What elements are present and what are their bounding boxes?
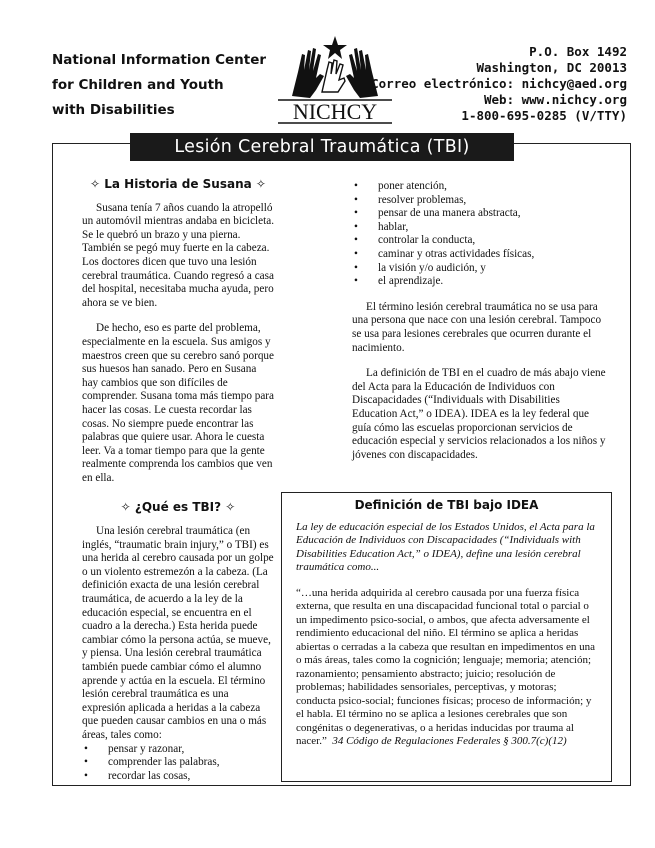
right-column — [352, 180, 607, 474]
organization-name — [52, 48, 266, 123]
logo-wordmark: NICHCY — [292, 99, 378, 124]
list-item: • controlar la conducta, — [352, 234, 607, 248]
left-column — [82, 178, 274, 783]
list-item: • el aprendizaje. — [352, 275, 607, 289]
list-item: • pensar y razonar, — [82, 743, 274, 757]
list-item: • poner atención, — [352, 180, 607, 194]
story-paragraph-2: De hecho, eso es parte del problema, especialmente en la escuela. Sus amigos y maestros creen que su cerebro sanó porque sus huesos han sanado. Pero en Susana hay cambios que son difíciles de comprender. Susana toma más tiempo para hacer las cosas. Le cuesta recordar las cosas. No siempre puede encontrar las palabras que quiere usar. Ahora le cuesta leer. Va a tomar tiempo para que la gente realmente comprenda los cambios que ven en ella. — [82, 322, 274, 484]
contact-phone: 1-800-695-0285 (V/TTY) — [461, 108, 627, 123]
org-line-1: National Information Center — [52, 52, 267, 68]
definition-box — [281, 492, 612, 782]
story-heading: ✧ La Historia de Susana ✧ — [90, 177, 266, 191]
definition-citation: 34 Código de Regulaciones Federales § 300.7(c)(12) — [332, 735, 567, 747]
what-paragraph-3: La definición de TBI en el cuadro de más abajo viene del Acta para la Educación de Individuos con Discapacidades (“Individuals with Disabilities Education Act,” o IDEA). IDEA es la ley federal que guía cómo las escuelas proporcionan servicios de educación especial y servicios relacionados a los niños y jóvenes con discapacidades. — [352, 367, 606, 461]
list-item: • resolver problemas, — [352, 194, 607, 208]
list-item: • recordar las cosas, — [82, 770, 274, 784]
list-item: • la visión y/o audición, y — [352, 262, 607, 276]
contact-web: Web: www.nichcy.org — [484, 92, 627, 107]
what-heading: ✧ ¿Qué es TBI? ✧ — [120, 500, 236, 515]
contact-email: Correo electrónico: nichcy@aed.org — [371, 76, 627, 91]
list-item: • pensar de una manera abstracta, — [352, 207, 607, 221]
org-line-3: with Disabilities — [52, 102, 175, 118]
page-title: Lesión Cerebral Traumática (TBI) — [130, 133, 514, 161]
contact-city: Washington, DC 20013 — [476, 60, 627, 75]
story-paragraph-1: Susana tenía 7 años cuando la atropelló un automóvil mientras andaba en bicicleta. Se le quebró un brazo y una pierna. También se pegó muy fuerte en la cabeza. Los doctores dicen que tuvo una lesión cerebral traumática. Cuando regresó a casa del hospital, necesitaba mucha ayuda, pero ahora se ve bien. — [82, 201, 274, 309]
list-item: • hablar, — [352, 221, 607, 235]
list-item: • comprender las palabras, — [82, 756, 274, 770]
contact-po-box: P.O. Box 1492 — [529, 44, 627, 59]
org-line-2: for Children and Youth — [52, 77, 224, 93]
what-paragraph-1: Una lesión cerebral traumática (en inglés, “traumatic brain injury,” o TBI) es una herida al cerebro causada por un golpe o un violento estremezón a la cabeza. (La definición exacta de una lesión cerebral traumática, de acuerdo a la ley de la educación especial, se encuentra en el cuadro a la derecha.) Esta herida puede cambiar cómo la persona actúa, se mueve, y piensa. Una lesión cerebral traumática también puede cambiar cómo el alumno aprende y actúa en la escuela. El término lesión cerebral traumática es una expresión aplicada a heridas a la cabeza que pueden causar cambios en una o más áreas, tales como: — [82, 525, 274, 741]
list-item: • caminar y otras actividades físicas, — [352, 248, 607, 262]
definition-quote-text: “…una herida adquirida al cerebro causada por una fuerza física externa, que resulta en una discapacidad funcional total o parcial o un impedimento psico-social, o ambos, que afecta adversamente el rendimiento educacional del niño. El término se aplica a heridas abiertas o cerradas a la cabeza que resultan en impedimentos en una o más áreas, tales como la cognición; lenguaje; memoria; atención; razonamiento; pensamiento abstracto; juicio; resolución de problemas; habilidades sensoriales, perceptivas, y motoras; conducta psico-social; funciones físicas; proceso de información; y el habla. El término no se aplica a lesiones cerebrales que son congénitas o degenerativas, o a heridas inducidas por trauma al nacer.” — [296, 586, 595, 747]
contact-info — [371, 44, 627, 124]
what-paragraph-2: El término lesión cerebral traumática no se usa para una persona que nace con una lesión cerebral. Tampoco se usa para lesiones cerebrales que ocurren durante el nacimiento. — [352, 300, 602, 354]
definition-heading: Definición de TBI bajo IDEA — [354, 498, 539, 512]
areas-list-right — [352, 180, 607, 289]
definition-intro: La ley de educación especial de los Estados Unidos, el Acta para la Educación de Individuos con Discapacidades (“Individuals with Disabilities Education Act,” o IDEA), define una lesión cerebral traumática como... — [296, 520, 595, 573]
definition-quote — [296, 587, 597, 749]
areas-list-left — [82, 743, 274, 784]
